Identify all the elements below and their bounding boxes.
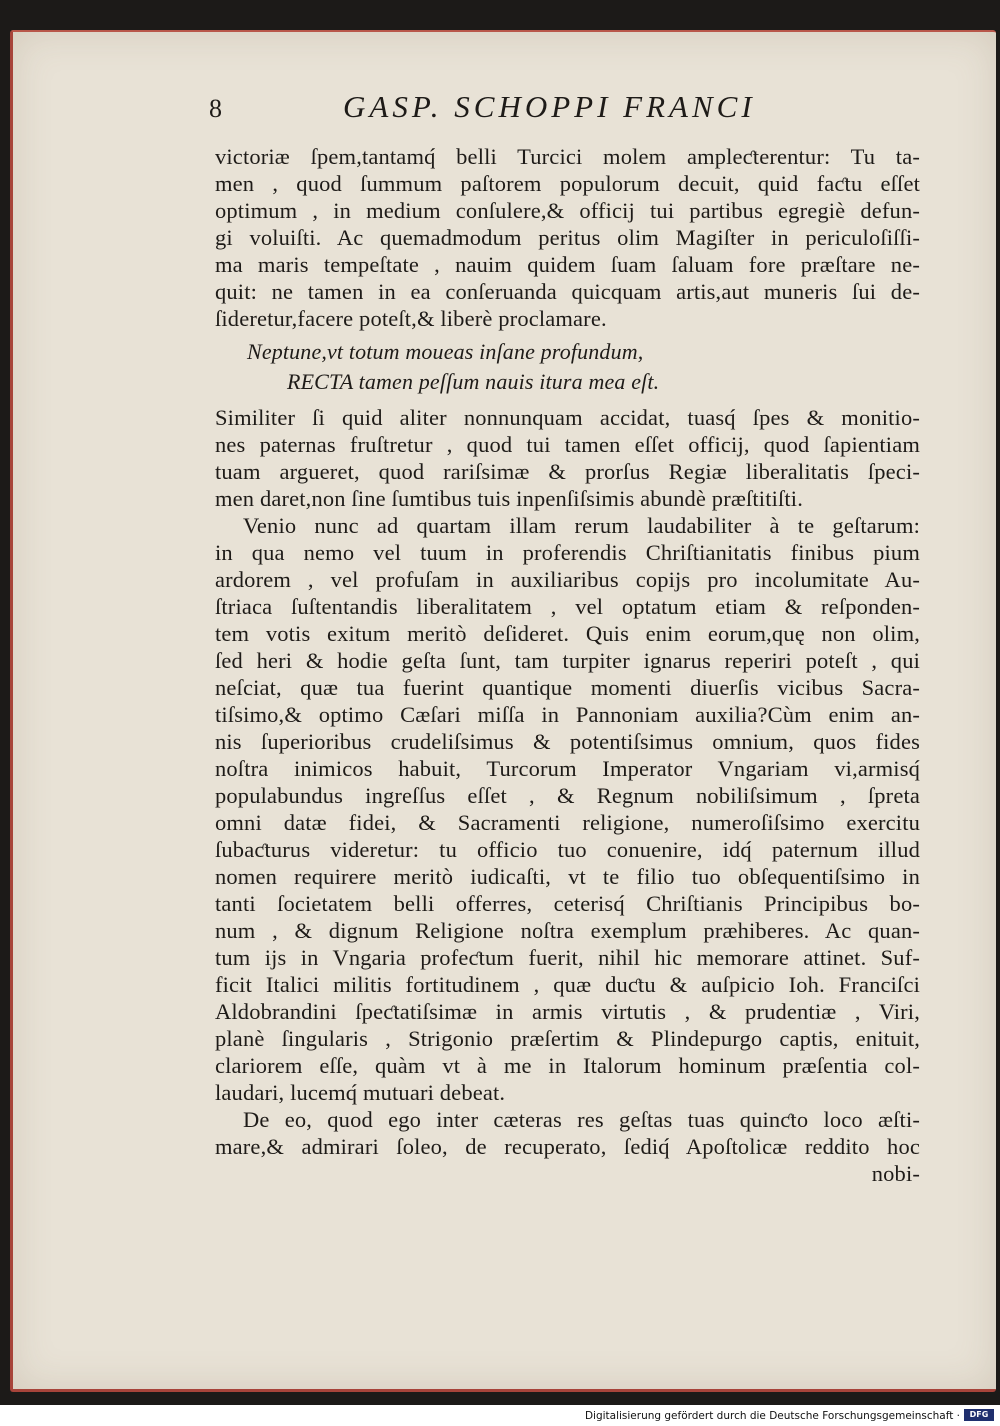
text-line: tiſsimo,& optimo Cæſari miſſa in Pannoniam auxilia?Cùm enim an- bbox=[215, 702, 920, 727]
text-line: tanti ſocietatem belli offerres, ceterisq́ Chriſtianis Principibus bo- bbox=[215, 891, 920, 916]
text-line: ma maris tempeſtate , nauim quidem ſuam ſaluam fore præſtare ne- bbox=[215, 252, 920, 277]
text-line: tuam argueret, quod rariſsimæ & prorſus Regiæ liberalitatis ſpeci- bbox=[215, 459, 920, 484]
text-line: Aldobrandini ſpeƈtatiſsimæ in armis virtutis , & prudentiæ , Viri, bbox=[215, 999, 920, 1024]
text-line: ſideretur,facere poteſt,& liberè proclamare. bbox=[215, 306, 607, 331]
text-line: tem votis exitum meritò deſideret. Quis enim eorum,quę non olim, bbox=[215, 621, 920, 646]
text-line: planè ſingularis , Strigonio præſertim & Plindepurgo captis, enituit, bbox=[215, 1026, 920, 1051]
text-line: omni datæ fidei, & Sacramenti religione, numeroſiſsimo exercitu bbox=[215, 810, 920, 835]
text-line: gi voluiſti. Ac quemadmodum peritus olim Magiſter in periculoſiſſi- bbox=[215, 225, 920, 250]
text-line: laudari, lucemq́ mutuari debeat. bbox=[215, 1080, 506, 1105]
verse-line-2: RECTA tamen peſſum nauis itura mea eſt. bbox=[287, 369, 660, 394]
footer-bar bbox=[0, 1405, 1000, 1426]
text-line: Venio nunc ad quartam illam rerum laudabiliter à te geſtarum: bbox=[243, 513, 920, 538]
running-head: GASP. SCHOPPI FRANCI bbox=[343, 89, 756, 124]
text-line: Similiter ſi quid aliter nonnunquam accidat, tuasq́ ſpes & monitio- bbox=[215, 405, 920, 430]
text-line: ſtriaca ſuſtentandis liberalitatem , vel optatum etiam & reſponden- bbox=[215, 594, 920, 619]
verse-quote bbox=[215, 338, 920, 398]
text-line: clariorem eſſe, quàm vt à me in Italorum hominum præſentia col- bbox=[215, 1053, 920, 1078]
catchword: nobi- bbox=[871, 1161, 920, 1186]
dfg-logo-icon: DFG bbox=[964, 1409, 994, 1421]
paragraph-4 bbox=[215, 1106, 920, 1160]
funding-credit: Digitalisierung gefördert durch die Deutsche Forschungsgemeinschaft · bbox=[584, 1410, 960, 1422]
text-line: num , & dignum Religione noſtra exemplum præhiberes. Ac quan- bbox=[215, 918, 920, 943]
text-line: ardorem , vel profuſam in auxiliaribus copijs pro incolumitate Au- bbox=[215, 567, 920, 592]
page-header bbox=[209, 89, 920, 143]
text-line: nomen requirere meritò iudicaſti, vt te filio tuo obſequentiſsimo in bbox=[215, 864, 920, 889]
page-number: 8 bbox=[209, 94, 226, 123]
text-line: tum ijs in Vngaria profeƈtum fuerit, nihil hic memorare attinet. Suf- bbox=[215, 945, 920, 970]
paragraph-1 bbox=[215, 143, 920, 332]
text-line: populabundus ingreſſus eſſet , & Regnum nobiliſsimum , ſpreta bbox=[215, 783, 920, 808]
paragraph-2 bbox=[215, 404, 920, 512]
text-line: men , quod ſummum paſtorem populorum decuit, quid faƈtu eſſet bbox=[215, 171, 920, 196]
paragraph-3 bbox=[215, 512, 920, 1106]
text-line: ſubaƈturus videretur: tu officio tuo conuenire, idq́ paternum illud bbox=[215, 837, 920, 862]
text-line: optimum , in medium conſulere,& officij tui partibus egregiè defun- bbox=[215, 198, 920, 223]
page-text bbox=[209, 89, 920, 1187]
text-line: neſciat, quæ tua fuerint quantique momenti diuerſis vicibus Sacra- bbox=[215, 675, 920, 700]
text-line: noſtra inimicos habuit, Turcorum Imperator Vngariam vi,armisq́ bbox=[215, 756, 920, 781]
text-line: victoriæ ſpem,tantamq́ belli Turcici molem ampleƈterentur: Tu ta- bbox=[215, 144, 920, 169]
text-line: ficit Italici militis fortitudinem , quæ duƈtu & auſpicio Ioh. Franciſci bbox=[215, 972, 920, 997]
text-line: mare,& admirari ſoleo, de recuperato, ſediq́ Apoſtolicæ reddito hoc bbox=[215, 1134, 920, 1159]
text-line: quit: ne tamen in ea conſeruanda quicquam artis,aut muneris ſui de- bbox=[215, 279, 920, 304]
text-line: ſed heri & hodie geſta ſunt, tam turpiter ignarus reperiri poteſt , qui bbox=[215, 648, 920, 673]
verse-line-1: Neptune,vt totum moueas inſane profundum, bbox=[247, 339, 644, 364]
text-line: in qua nemo vel tuum in proferendis Chriſtianitatis finibus pium bbox=[215, 540, 920, 565]
text-line: nis ſuperioribus crudeliſsimus & potentiſsimus omnium, quos fides bbox=[215, 729, 920, 754]
text-line: De eo, quod ego inter cæteras res geſtas tuas quinƈto loco æſti- bbox=[243, 1107, 920, 1132]
text-line: men daret,non ſine ſumtibus tuis inpenſiſsimis abundè præſtitiſti. bbox=[215, 486, 803, 511]
text-line: nes paternas fruſtretur , quod tui tamen eſſet officij, quod ſapientiam bbox=[215, 432, 920, 457]
